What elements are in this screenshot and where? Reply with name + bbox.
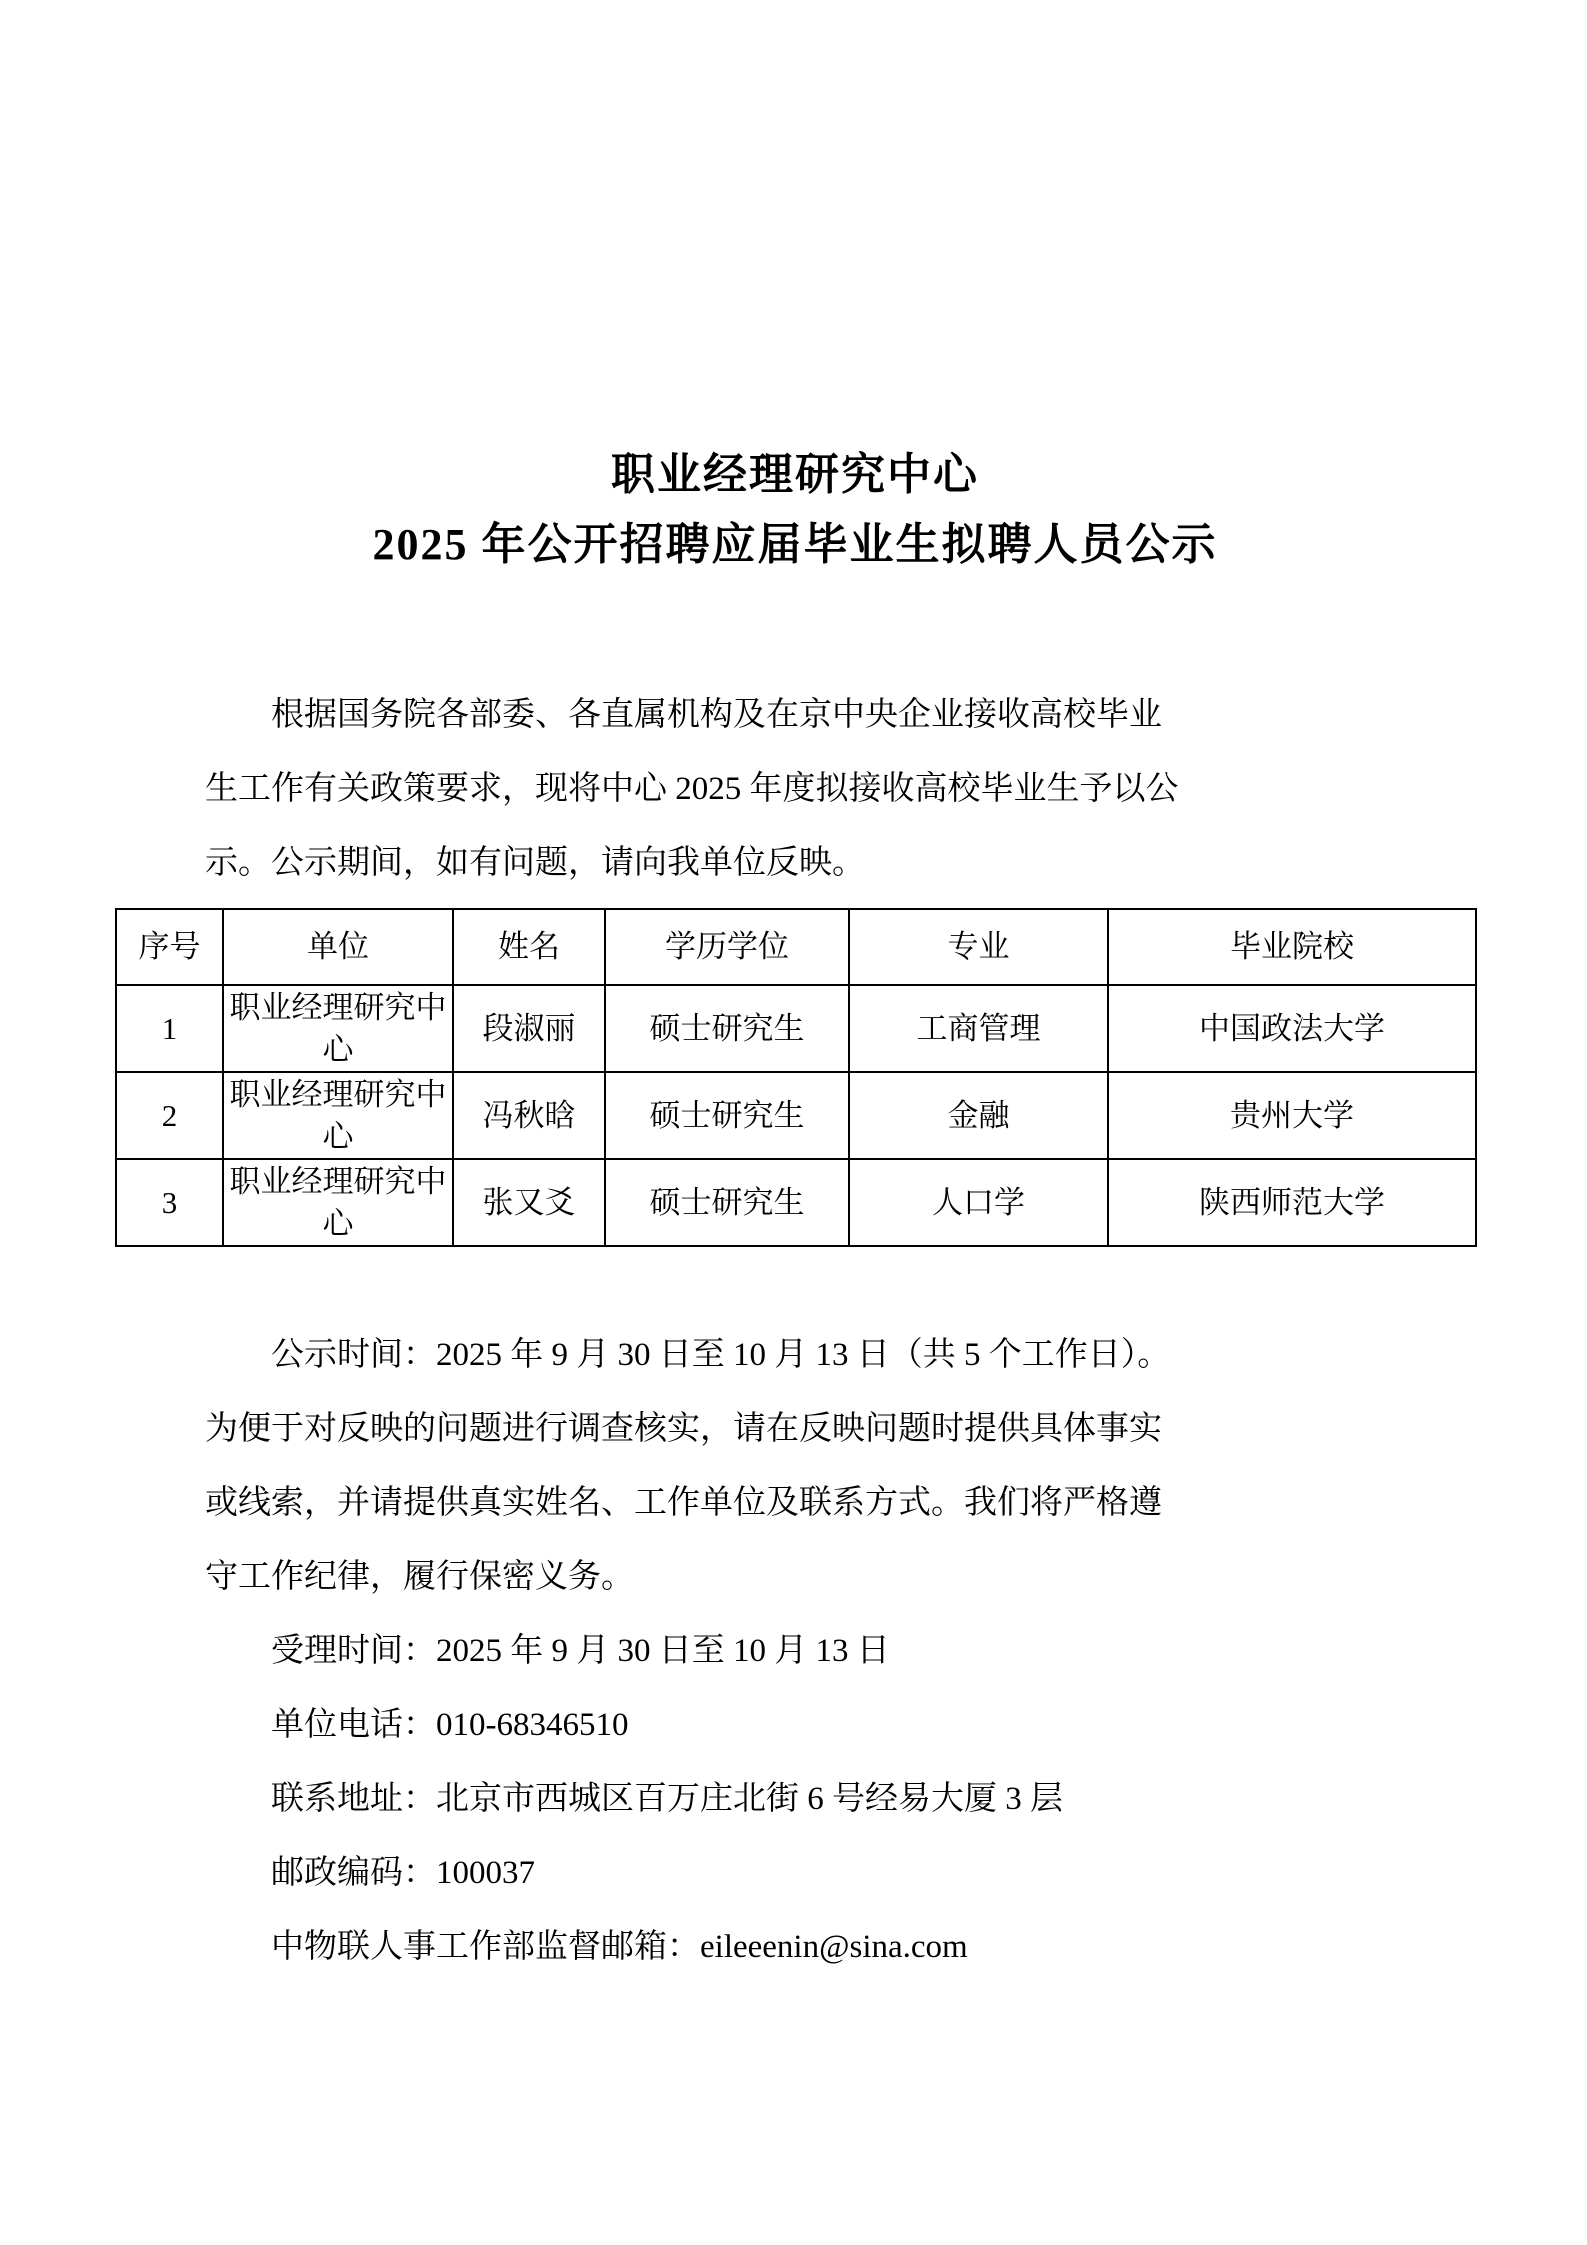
notice-line-3: 守工作纪律，履行保密义务。 — [205, 1559, 634, 1595]
cell-name: 段淑丽 — [453, 985, 605, 1072]
supervision-email: 中物联人事工作部监督邮箱：eileeenin@sina.com — [271, 1929, 968, 1965]
cell-name: 张又爻 — [453, 1159, 605, 1246]
candidates-table — [115, 908, 1477, 1247]
title-line-2: 2025 年公开招聘应届毕业生拟聘人员公示 — [372, 520, 1218, 569]
intro-line-2: 生工作有关政策要求，现将中心 2025 年度拟接收高校毕业生予以公 — [205, 771, 1179, 807]
intro-line-1: 根据国务院各部委、各直属机构及在京中央企业接收高校毕业 — [271, 697, 1162, 733]
contact-address: 联系地址：北京市西城区百万庄北街 6 号经易大厦 3 层 — [271, 1781, 1063, 1817]
publicity-period: 公示时间：2025 年 9 月 30 日至 10 月 13 日（共 5 个工作日）。 — [271, 1337, 1171, 1373]
cell-major: 金融 — [849, 1072, 1108, 1159]
intro-line-3: 示。公示期间，如有问题，请向我单位反映。 — [205, 845, 865, 881]
intro-paragraph — [205, 678, 1385, 900]
contact-phone: 单位电话：010-68346510 — [271, 1707, 629, 1743]
cell-school: 陕西师范大学 — [1108, 1159, 1476, 1246]
table-header-row — [116, 909, 1476, 985]
table-header-edu: 学历学位 — [605, 909, 849, 985]
cell-education: 硕士研究生 — [605, 1159, 849, 1246]
table-header-name: 姓名 — [453, 909, 605, 985]
cell-unit: 职业经理研究中心 — [223, 1159, 453, 1246]
cell-name: 冯秋晗 — [453, 1072, 605, 1159]
notice-line-1: 为便于对反映的问题进行调查核实，请在反映问题时提供具体事实 — [205, 1411, 1162, 1447]
cell-unit: 职业经理研究中心 — [223, 985, 453, 1072]
table-header-unit: 单位 — [223, 909, 453, 985]
cell-seq: 3 — [116, 1159, 223, 1246]
notice-section — [205, 1318, 1385, 1984]
table-header-school: 毕业院校 — [1108, 909, 1476, 985]
candidates-table-wrapper — [115, 908, 1475, 1247]
cell-major: 工商管理 — [849, 985, 1108, 1072]
cell-seq: 2 — [116, 1072, 223, 1159]
page-title — [115, 440, 1475, 580]
notice-line-2: 或线索，并请提供真实姓名、工作单位及联系方式。我们将严格遵 — [205, 1485, 1162, 1521]
cell-education: 硕士研究生 — [605, 985, 849, 1072]
table-row — [116, 1072, 1476, 1159]
cell-major: 人口学 — [849, 1159, 1108, 1246]
cell-school: 贵州大学 — [1108, 1072, 1476, 1159]
cell-unit: 职业经理研究中心 — [223, 1072, 453, 1159]
title-line-1: 职业经理研究中心 — [611, 450, 979, 499]
postcode: 邮政编码：100037 — [271, 1855, 535, 1891]
table-row — [116, 1159, 1476, 1246]
cell-school: 中国政法大学 — [1108, 985, 1476, 1072]
cell-seq: 1 — [116, 985, 223, 1072]
cell-education: 硕士研究生 — [605, 1072, 849, 1159]
table-row — [116, 985, 1476, 1072]
table-header-major: 专业 — [849, 909, 1108, 985]
accept-time: 受理时间：2025 年 9 月 30 日至 10 月 13 日 — [271, 1633, 890, 1669]
table-header-seq: 序号 — [116, 909, 223, 985]
